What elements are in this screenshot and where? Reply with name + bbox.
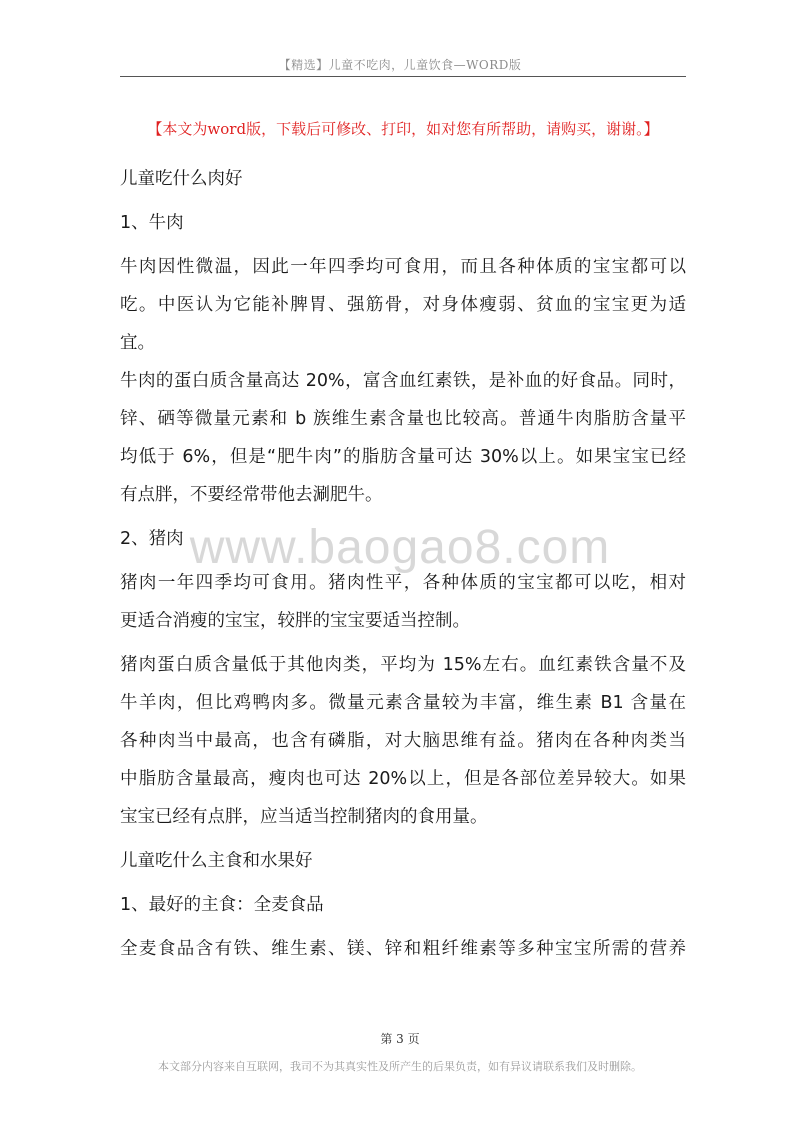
text-line: 有点胖，不要经常带他去涮肥牛。 — [120, 485, 383, 505]
subheading-whole-wheat: 1、最好的主食：全麦食品 — [120, 895, 324, 915]
text-line: 锌、硒等微量元素和 b 族维生素含量也比较高。普通牛肉脂肪含量平 — [120, 409, 686, 429]
text-line: 宜。 — [120, 333, 155, 353]
text-line: 牛羊肉，但比鸡鸭肉多。微量元素含量较为丰富，维生素 B1 含量在 — [120, 693, 686, 713]
page-header: 【精选】儿童不吃肉，儿童饮食—WORD版 — [278, 58, 522, 72]
text-line: 牛肉因性微温，因此一年四季均可食用，而且各种体质的宝宝都可以 — [120, 257, 686, 277]
page-number: 第 3 页 — [380, 1032, 420, 1046]
text-line: 均低于 6%，但是“肥牛肉”的脂肪含量可达 30%以上。如果宝宝已经 — [120, 447, 686, 467]
subheading-beef: 1、牛肉 — [120, 213, 184, 233]
text-line: 吃。中医认为它能补脾胃、强筋骨，对身体瘦弱、贫血的宝宝更为适 — [120, 295, 686, 315]
text-line: 全麦食品含有铁、维生素、镁、锌和粗纤维素等多种宝宝所需的营养 — [120, 939, 686, 959]
footer-disclaimer: 本文部分内容来自互联网，我司不为其真实性及所产生的后果负责，如有异议请联系我们及时删除。 — [158, 1060, 642, 1073]
text-line: 各种肉当中最高，也含有磷脂，对大脑思维有益。猪肉在各种肉类当 — [120, 731, 686, 751]
text-line: 更适合消瘦的宝宝，较胖的宝宝要适当控制。 — [120, 611, 470, 631]
text-line: 猪肉蛋白质含量低于其他肉类，平均为 15%左右。血红素铁含量不及 — [120, 655, 686, 675]
text-line: 猪肉一年四季均可食用。猪肉性平，各种体质的宝宝都可以吃，相对 — [120, 573, 686, 593]
purchase-notice: 【本文为word版，下载后可修改、打印，如对您有所帮助，请购买，谢谢。】 — [147, 120, 659, 138]
document-body — [120, 160, 686, 968]
heading-staples-fruit: 儿童吃什么主食和水果好 — [120, 851, 313, 871]
header-divider — [120, 76, 686, 77]
text-line: 宝宝已经有点胖，应当适当控制猪肉的食用量。 — [120, 807, 488, 827]
text-line: 中脂肪含量最高，瘦肉也可达 20%以上，但是各部位差异较大。如果 — [120, 769, 686, 789]
watermark-text: www.baogao8.com — [189, 521, 611, 574]
heading-meat: 儿童吃什么肉好 — [120, 169, 243, 189]
subheading-pork: 2、猪肉 — [120, 529, 184, 549]
text-line: 牛肉的蛋白质含量高达 20%，富含血红素铁，是补血的好食品。同时， — [120, 371, 686, 391]
